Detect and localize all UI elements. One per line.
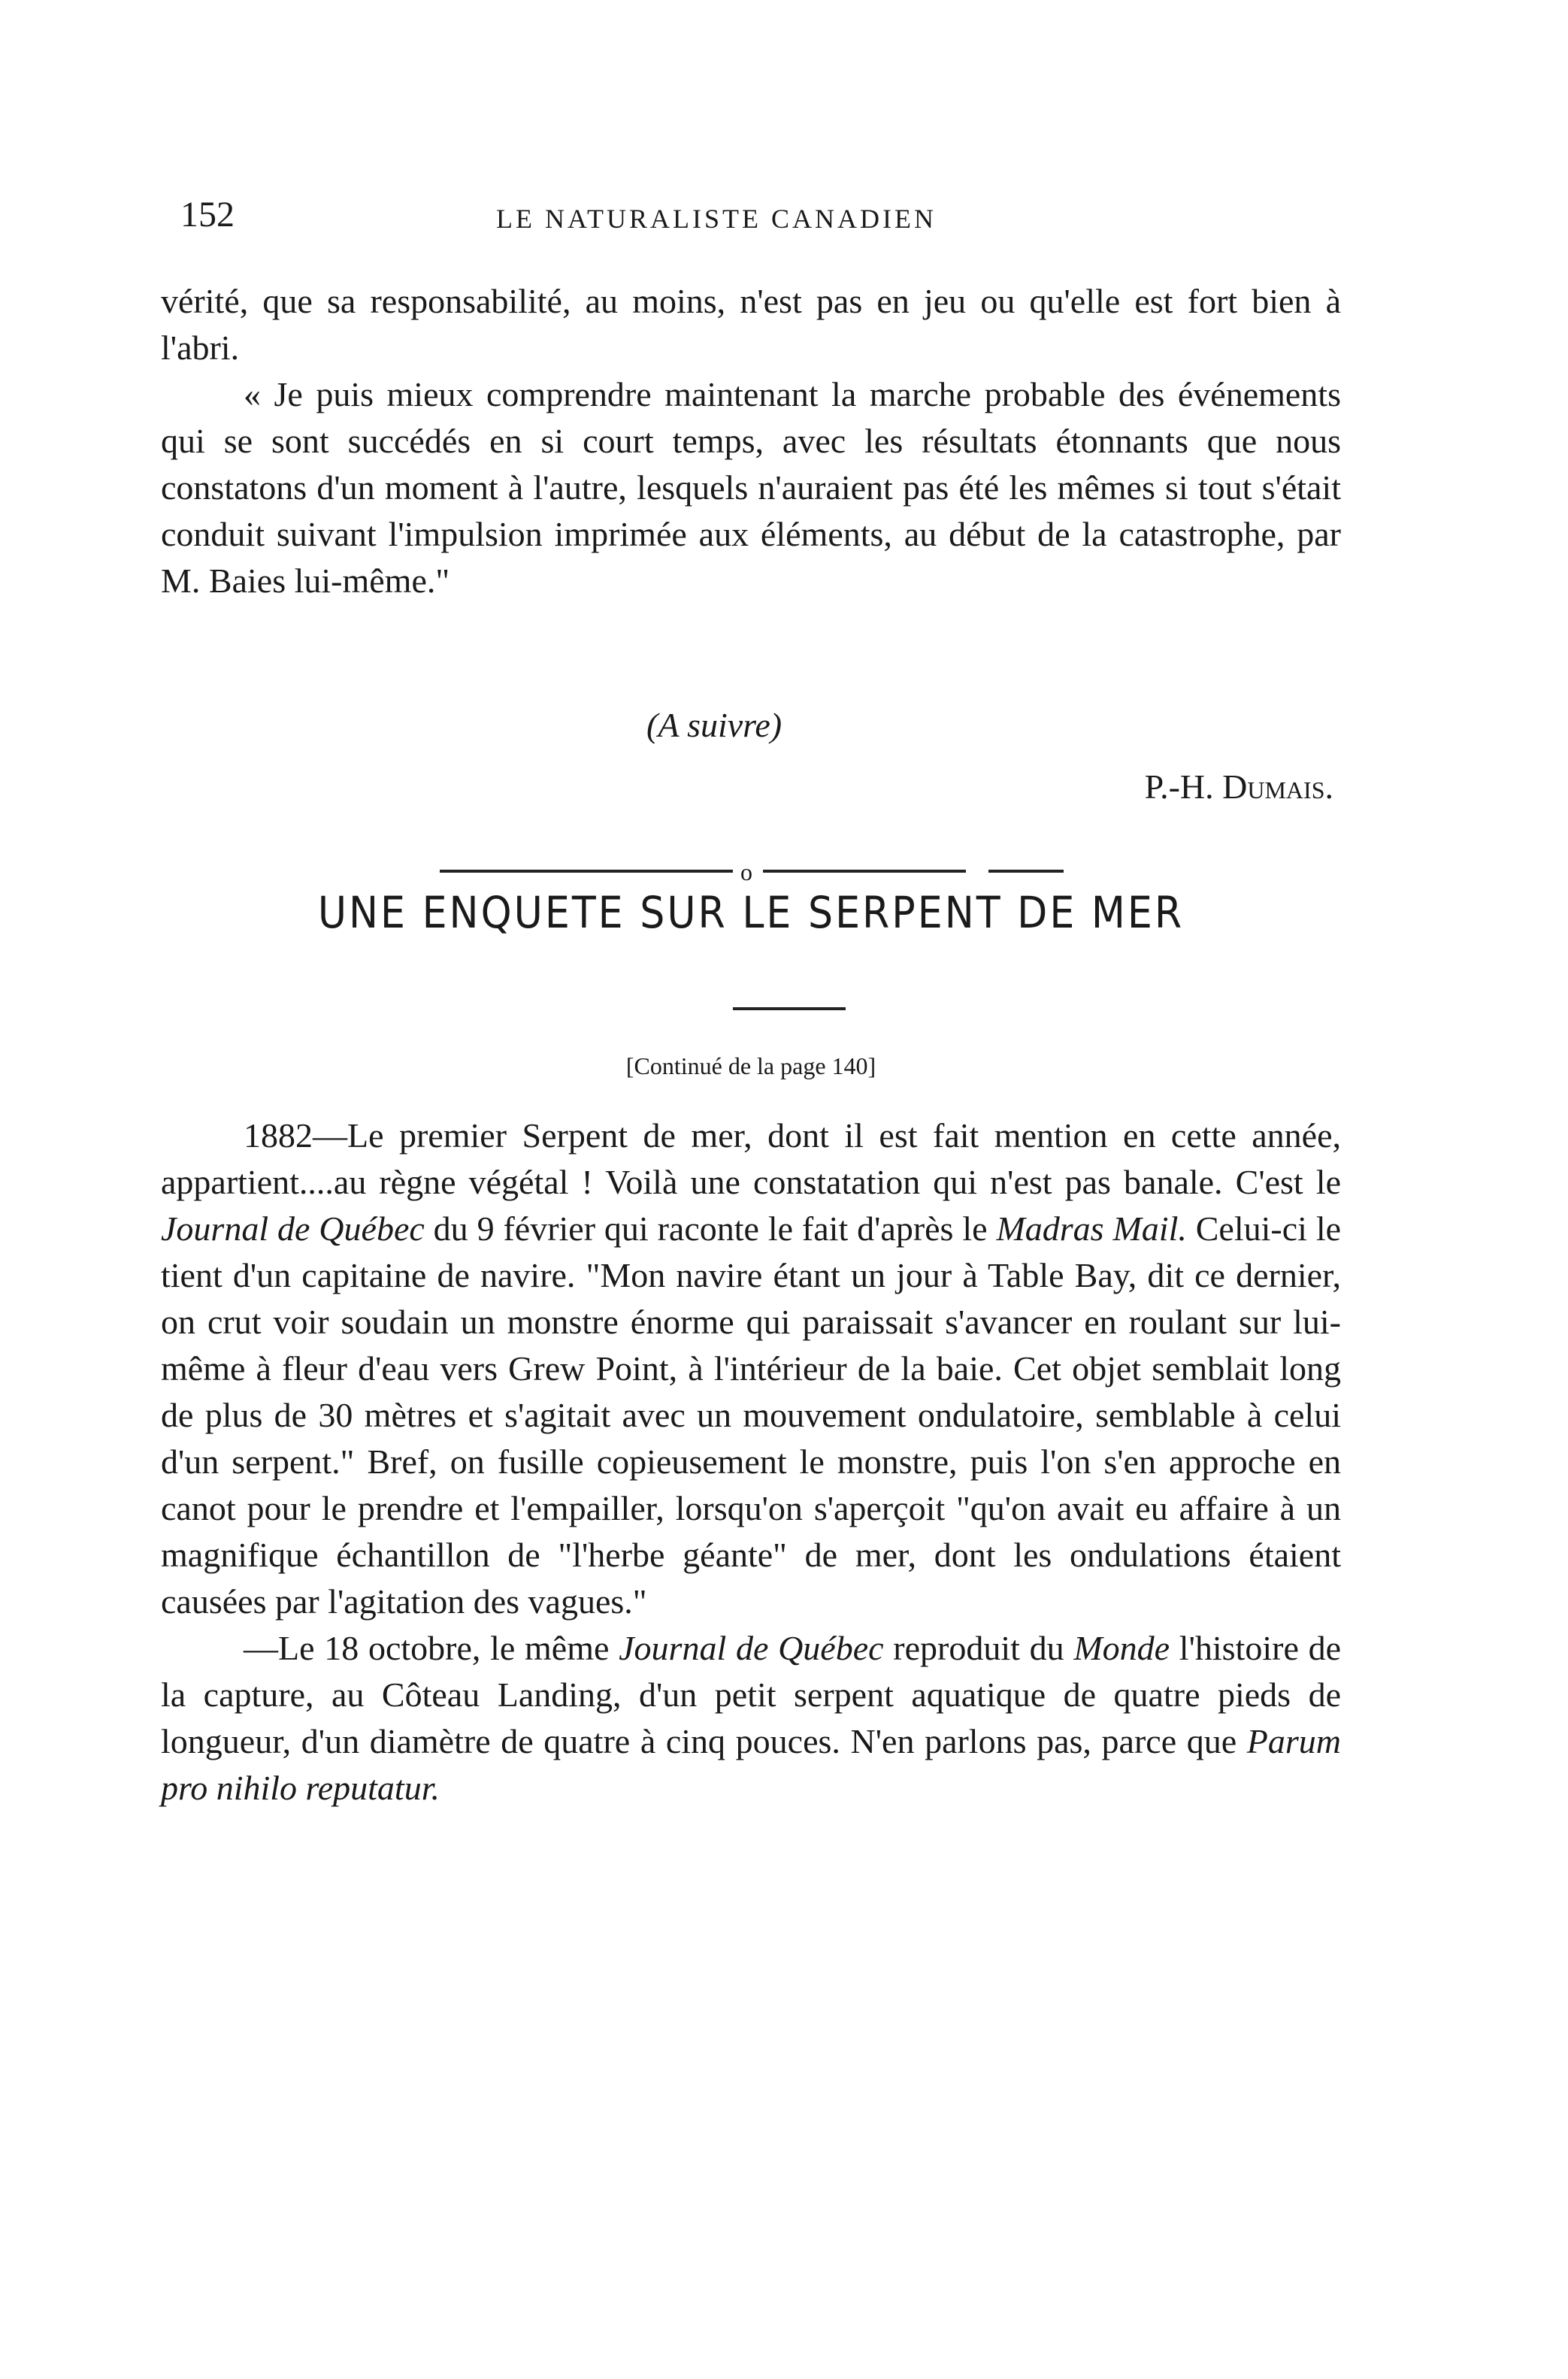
running-head: [180, 194, 1342, 239]
article-title: UNE ENQUETE SUR LE SERPENT DE MER: [317, 887, 1185, 938]
source-note: [Continué de la page 140]: [625, 1052, 876, 1079]
text-run: l'histoire de la capture, au Côteau Landing, d'un petit serpent aquatique de quatre pieds de longueur, d'un diamètre de quatre à cinq pouces. N'en parlons pas, parce que: [161, 1629, 1341, 1760]
separator-line: [988, 870, 1064, 873]
title-rule: [733, 1007, 846, 1010]
journal-name: Madras Mail.: [996, 1209, 1187, 1248]
separator-line: [440, 870, 733, 873]
journal-name: Monde: [1073, 1629, 1170, 1667]
journal-name: Journal de Québec: [619, 1629, 884, 1667]
paragraph: vérité, que sa responsabilité, au moins, n'est pas en jeu ou qu'elle est fort bien à l'abri.: [161, 282, 1341, 367]
text-run: 1882—Le premier Serpent de mer, dont il est fait mention en cette année, appartient....au règne végétal ! Voilà une constatation qui n'est pas banale. C'est le: [161, 1116, 1341, 1201]
journal-name: Journal de Québec: [161, 1209, 425, 1248]
section-separator: [440, 858, 1064, 885]
text-run: —Le 18 octobre, le même: [244, 1629, 619, 1667]
separator-line: [763, 870, 966, 873]
to-be-continued-note: (A suivre): [646, 706, 782, 744]
article-body: [161, 1112, 1341, 1811]
journal-title: LE NATURALISTE CANADIEN: [496, 204, 937, 234]
page-number: 152: [180, 195, 235, 235]
text-run: du 9 février qui raconte le fait d'après le: [424, 1209, 997, 1248]
paragraph: « Je puis mieux comprendre maintenant la marche probable des événements qui se sont succédés en si court temps, avec les résultats étonnants que nous constatons d'un moment à l'autre, lesquels n'auraient pas été les mêmes si tout s'était conduit suivant l'impulsion imprimée aux éléments, au début de la catastrophe, par M. Baies lui-même.": [161, 375, 1341, 600]
paragraph: [161, 1112, 1341, 1625]
author-signature: P.-H. Dumais.: [1144, 767, 1333, 806]
text-run: reproduit du: [883, 1629, 1074, 1667]
continued-text: [161, 278, 1341, 604]
text-run: Celui-ci le tient d'un capitaine de navire. "Mon navire étant un jour à Table Bay, dit ce dernier, on crut voir soudain un monstre énorme qui paraissait s'avancer en roulant sur lui-même à fleur d'eau vers Grew Point, à l'intérieur de la baie. Cet objet semblait long de plus de 30 mètres et s'agitait avec un mouvement ondulatoire, semblable à celui d'un serpent." Bref, on fusille copieusement le monstre, puis l'on s'en approche en canot pour le prendre et l'empailler, lorsqu'on s'aperçoit "qu'on avait eu affaire à un magnifique échantillon de "l'herbe géante" de mer, dont les ondulations étaient causées par l'agitation des vagues.": [161, 1209, 1342, 1621]
latin-phrase: Parum pro nihilo reputatur.: [161, 1722, 1341, 1807]
paragraph: [161, 1625, 1341, 1811]
separator-mark: o: [740, 858, 752, 885]
